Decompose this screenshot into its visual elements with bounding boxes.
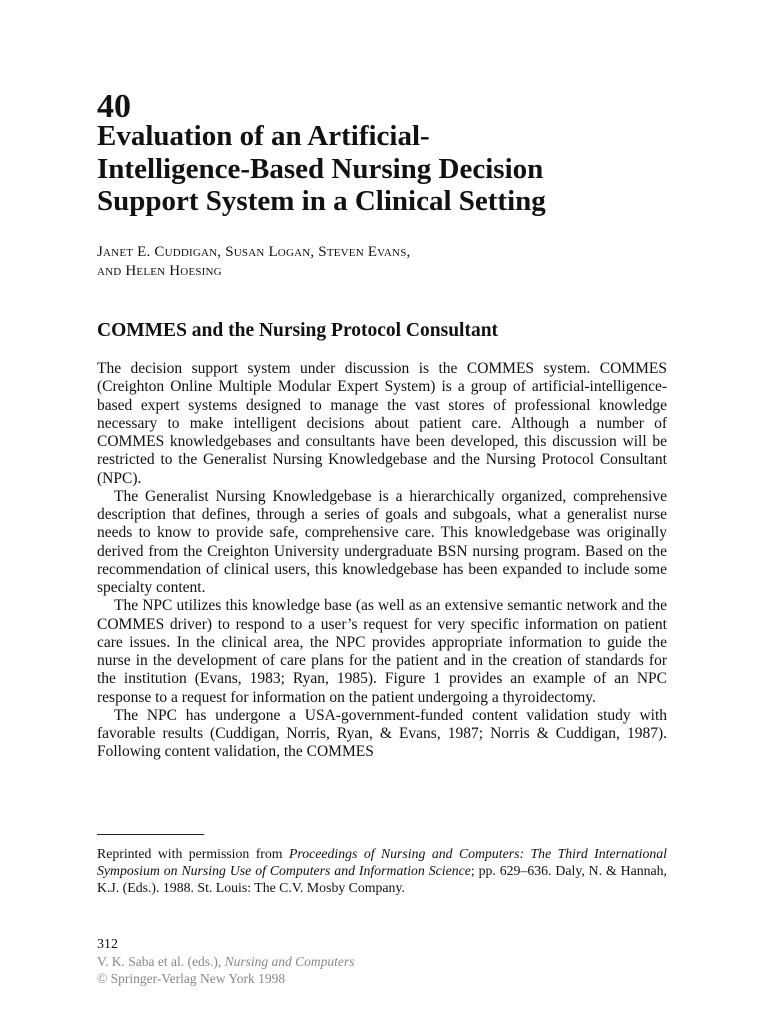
paragraph: The decision support system under discussion is the COMMES system. COMMES (Creighton Online Multiple Modular Expert System) is a group of artificial-intelligence-based expert systems designed to manage the vast stores of professional knowledge necessary to make intelligent decisions about patient care. Although a number of COMMES knowledgebases and consultants have been developed, this discussion will be restricted to the Generalist Nursing Knowledgebase and the Nursing Protocol Consultant (NPC). (97, 360, 667, 487)
authors-line: Janet E. Cuddigan, Susan Logan, Steven Evans, (97, 244, 411, 260)
book-citation (97, 953, 597, 970)
footnote-prefix: Reprinted with permission from (97, 846, 289, 861)
paragraph: The Generalist Nursing Knowledgebase is a hierarchically organized, comprehensive description that defines, through a series of goals and subgoals, what a generalist nurse needs to know to provide safe, comprehensive care. This knowledgebase was originally derived from the Creighton University undergraduate BSN nursing program. Based on the recommendation of clinical users, this knowledgebase has been expanded to include some specialty content. (97, 487, 667, 596)
chapter-number: 40 (97, 88, 131, 125)
section-heading: COMMES and the Nursing Protocol Consultant (97, 320, 499, 341)
paragraph: The NPC utilizes this knowledge base (as well as an extensive semantic network and the COMMES driver) to respond to a user’s request for very specific information on patient care issues. In the clinical area, the NPC provides appropriate information to guide the nurse in the development of care plans for the patient and in the creation of standards for the institution (Evans, 1983; Ryan, 1985). Figure 1 provides an example of an NPC response to a request for information on the patient undergoing a thyroidectomy. (97, 597, 667, 706)
footnote (97, 845, 667, 896)
chapter-title (97, 120, 717, 218)
paragraph: The NPC has undergone a USA-government-funded content validation study with favorable results (Cuddigan, Norris, Ryan, & Evans, 1987; Norris & Cuddigan, 1987). Following content validation, the COMMES (97, 706, 667, 761)
chapter-title-line: Intelligence-Based Nursing Decision (97, 152, 544, 185)
authors-line: and Helen Hoesing (97, 263, 222, 279)
copyright-notice: © Springer-Verlag New York 1998 (97, 971, 286, 986)
page-number: 312 (97, 937, 118, 952)
chapter-title-line: Support System in a Clinical Setting (97, 185, 546, 217)
book-title: Nursing and Computers (224, 954, 355, 969)
footnote-divider (97, 834, 204, 835)
footnote-source-title: Proceedings of Nursing and Computers: The Third International Symposium on Nursing Use of Computers and Information Science (97, 846, 667, 878)
author-list (97, 243, 697, 281)
citation-prefix: V. K. Saba et al. (eds.), (97, 954, 225, 969)
footnote-suffix: ; pp. 629–636. Daly, N. & Hannah, K.J. (Eds.). 1988. St. Louis: The C.V. Mosby Company. (97, 863, 667, 895)
chapter-title-line: Evaluation of an Artificial- (97, 120, 430, 152)
body-text (97, 360, 667, 762)
